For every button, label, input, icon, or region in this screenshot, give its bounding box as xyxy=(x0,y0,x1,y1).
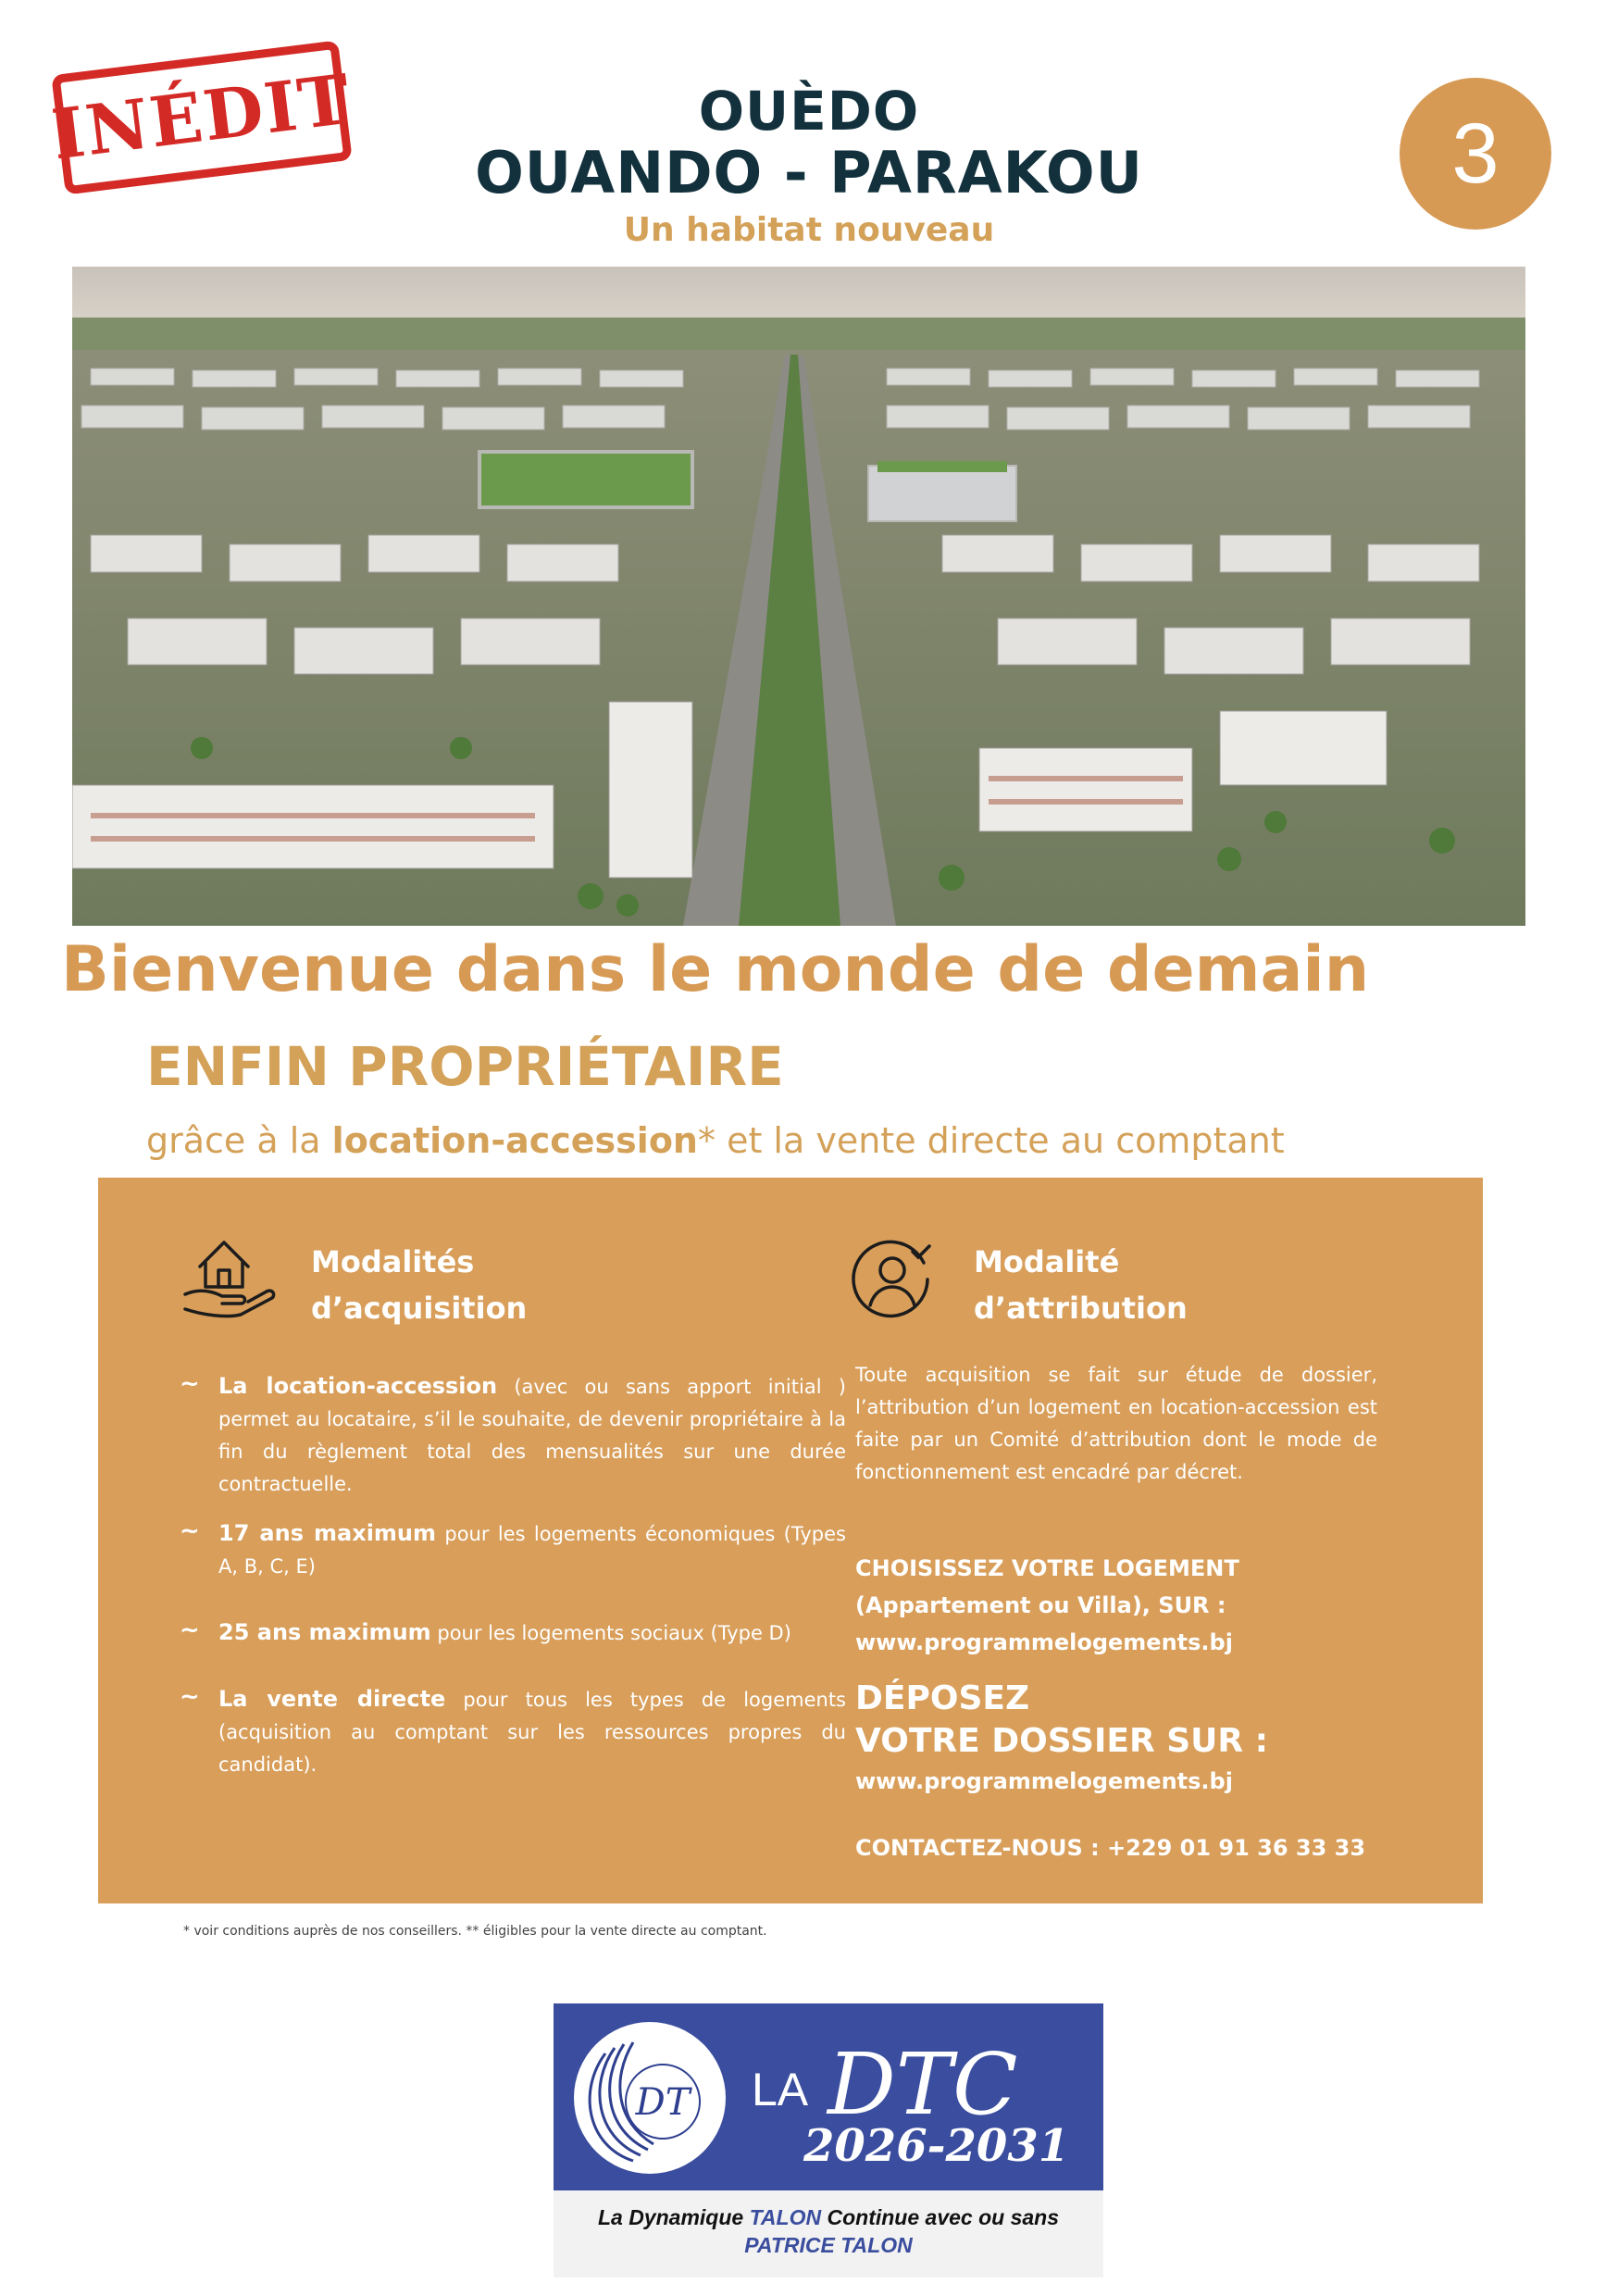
info-panel xyxy=(98,1178,1483,1903)
acquisition-title xyxy=(311,1239,527,1331)
list-item-bold: 17 ans maximum xyxy=(218,1520,437,1546)
title-line-1: OUÈDO xyxy=(698,80,920,143)
deposit-block xyxy=(855,1678,1268,1800)
attribution-paragraph: Toute acquisition se fait sur étude de dossier, l’attribution d’un logement en location-accession est faite par un Comité d’attribution dont le mode de fonctionnement est encadré par décret. xyxy=(855,1364,1377,1483)
bullet-icon: ~ xyxy=(180,1370,200,1398)
attribution-title-line-2: d’attribution xyxy=(974,1291,1188,1326)
user-check-icon xyxy=(850,1237,935,1322)
house-in-hand-icon xyxy=(180,1229,281,1322)
grace-bold: location-accession xyxy=(331,1120,698,1161)
grace-post: * et la vente directe au comptant xyxy=(697,1120,1285,1161)
list-item-bold: La location-accession xyxy=(218,1373,498,1399)
list-item-text xyxy=(218,1616,846,1650)
logo-banner xyxy=(554,2003,1103,2190)
list-item-text xyxy=(218,1683,846,1781)
city-illustration-svg xyxy=(72,267,1525,926)
tag-pre: La Dynamique xyxy=(597,2205,750,2229)
footnote: * voir conditions auprès de nos conseillers. ** éligibles pour la vente directe au comptant. xyxy=(183,1924,767,1939)
acquisition-list xyxy=(180,1370,846,1781)
bullet-icon: ~ xyxy=(180,1616,200,1644)
choose-line-2: (Appartement ou Villa), SUR : xyxy=(855,1592,1226,1618)
page-number: 3 xyxy=(1451,106,1500,201)
logo-la: LA xyxy=(752,2064,809,2115)
list-item xyxy=(180,1370,846,1501)
website-link-1[interactable]: www.programmelogements.bj xyxy=(855,1629,1233,1655)
list-item xyxy=(180,1616,846,1650)
grace-tagline xyxy=(146,1120,1285,1161)
list-item-body: (avec ou sans apport initial ) permet au locataire, s’il le souhaite, de devenir propriétaire à la fin du règlement total des mensualités sur une durée contractuelle. xyxy=(218,1376,846,1495)
stamp-text: INÉDIT xyxy=(47,59,356,176)
attribution-title xyxy=(974,1239,1188,1331)
choose-line-1: CHOISISSEZ VOTRE LOGEMENT xyxy=(855,1555,1239,1581)
list-item-body: pour tous les types de logements (acquisition au comptant sur les ressources propres du candidat). xyxy=(218,1689,846,1776)
enfin-proprietaire-heading: ENFIN PROPRIÉTAIRE xyxy=(146,1035,784,1098)
subtitle: Un habitat nouveau xyxy=(623,211,995,249)
tag-name: TALON xyxy=(749,2205,822,2229)
contact-line: CONTACTEZ-NOUS : +229 01 91 36 33 33 xyxy=(855,1835,1366,1861)
list-item-body: pour les logements sociaux (Type D) xyxy=(430,1622,791,1644)
acquisition-title-line-1: Modalités xyxy=(311,1244,475,1279)
grace-pre: grâce à la xyxy=(146,1120,332,1161)
acquisition-title-line-2: d’acquisition xyxy=(311,1291,528,1326)
list-item-bold: La vente directe xyxy=(218,1686,446,1712)
list-item-text xyxy=(218,1370,846,1501)
dtc-logo xyxy=(554,2003,1103,2277)
logo-years: 2026-2031 xyxy=(803,2120,1070,2172)
swirl-emblem-icon xyxy=(568,2016,731,2179)
bullet-icon: ~ xyxy=(180,1517,200,1545)
tag-post: Continue avec ou sans xyxy=(821,2205,1060,2229)
list-item xyxy=(180,1683,846,1781)
list-item-body: pour les logements économiques (Types A, B, C, E) xyxy=(218,1523,846,1578)
list-item-text xyxy=(218,1517,846,1583)
list-item xyxy=(180,1517,846,1583)
deposit-line-1: DÉPOSEZ xyxy=(855,1679,1030,1717)
page-number-badge xyxy=(1400,78,1551,230)
logo-dtc: DTC xyxy=(828,2035,1018,2134)
list-item-bold: 25 ans maximum xyxy=(218,1619,431,1645)
title-line-2: OUANDO - PARAKOU xyxy=(475,139,1143,206)
attribution-title-line-1: Modalité xyxy=(974,1244,1120,1279)
emblem-letters: DT xyxy=(635,2081,691,2124)
choose-block xyxy=(855,1550,1239,1661)
deposit-line-2: VOTRE DOSSIER SUR : xyxy=(855,1722,1269,1760)
logo-tagline-line-1 xyxy=(554,2205,1103,2230)
welcome-heading: Bienvenue dans le monde de demain xyxy=(61,933,1370,1006)
logo-tagline-line-2: PATRICE TALON xyxy=(744,2233,913,2257)
website-link-2[interactable]: www.programmelogements.bj xyxy=(855,1768,1233,1794)
city-aerial-illustration xyxy=(72,267,1525,926)
bullet-icon: ~ xyxy=(180,1683,200,1711)
